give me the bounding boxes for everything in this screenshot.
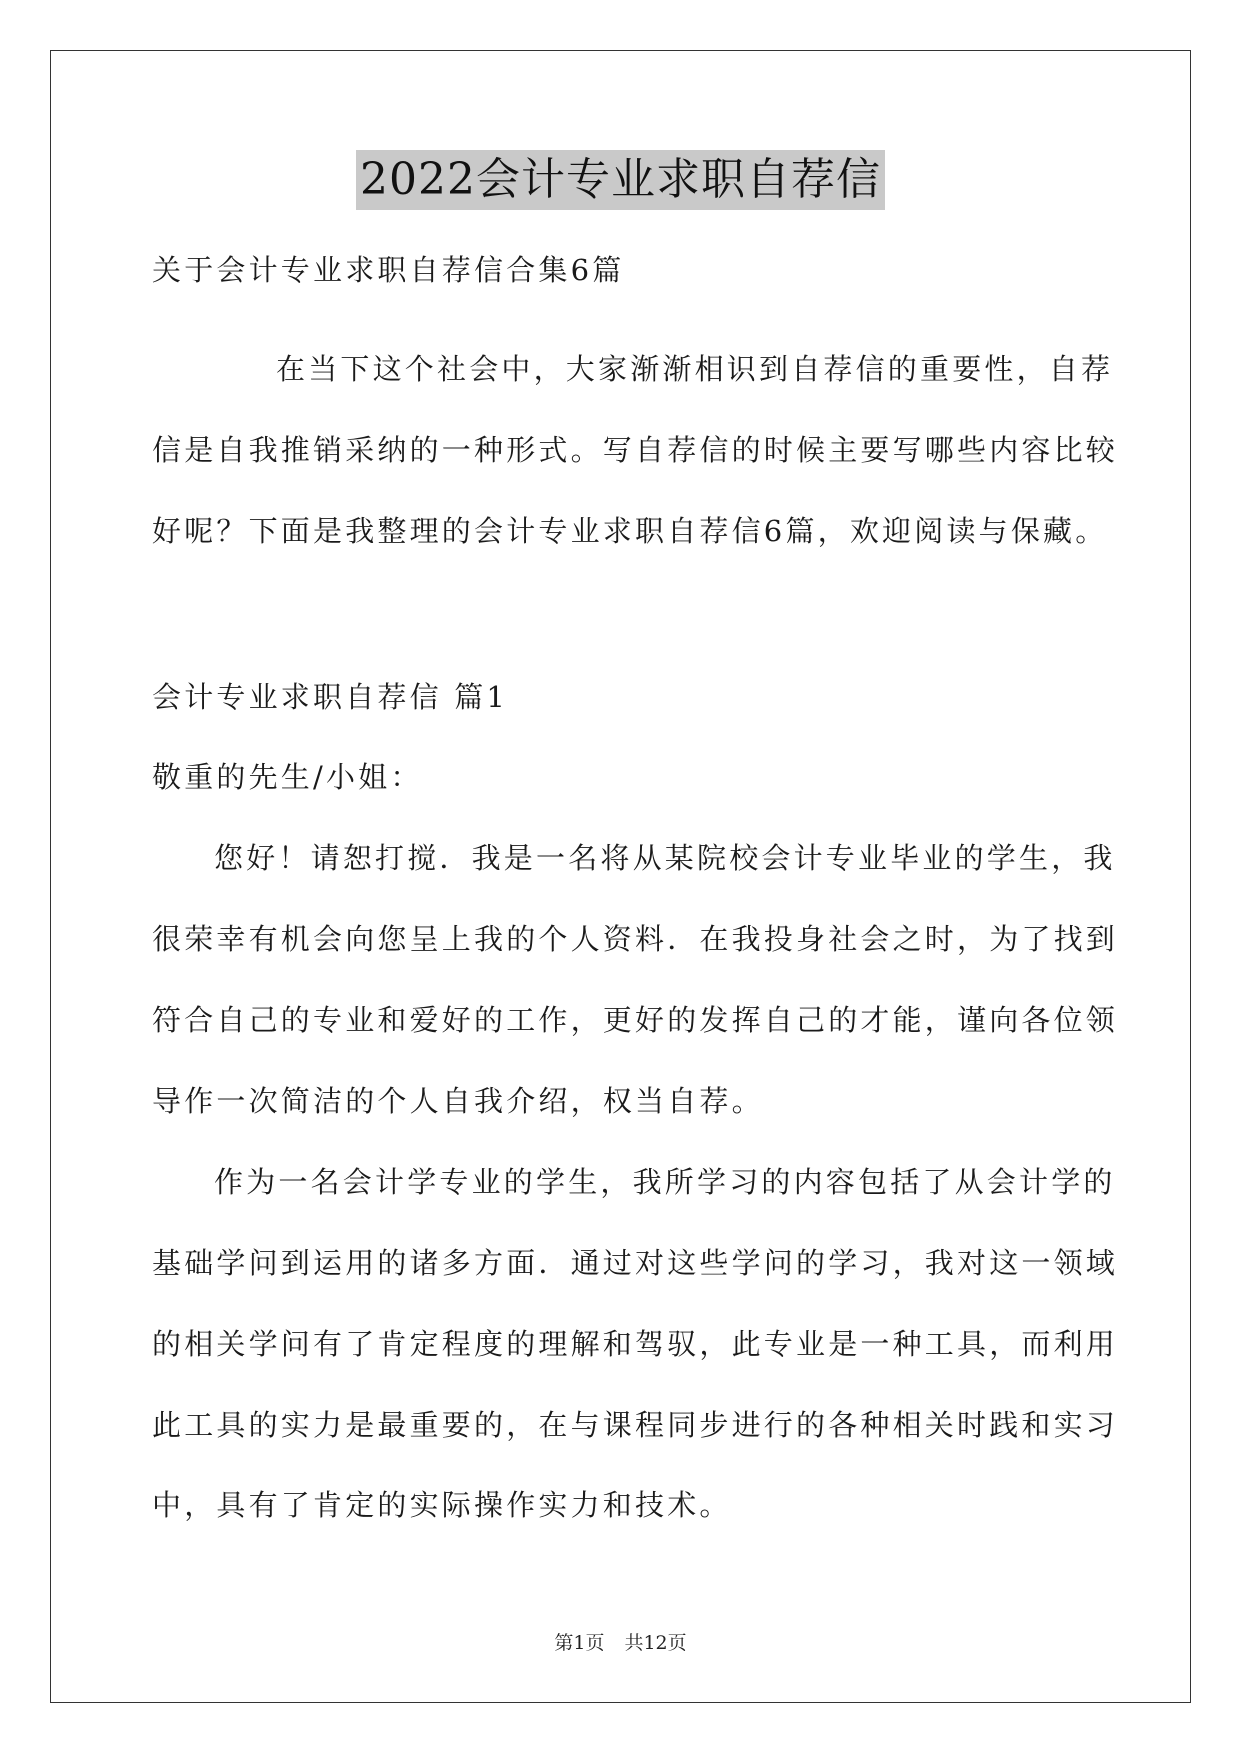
paragraph-line: 基础学问到运用的诸多方面．通过对这些学问的学习，我对这一领域 — [152, 1246, 1119, 1280]
document-subtitle: 关于会计专业求职自荐信合集6篇 — [152, 253, 625, 287]
paragraph-line: 导作一次简洁的个人自我介绍，权当自荐。 — [152, 1084, 764, 1118]
page-number: 第1页 — [554, 1632, 605, 1654]
page-total: 共12页 — [624, 1632, 687, 1654]
title-container — [0, 150, 1241, 210]
paragraph-line: 的相关学问有了肯定程度的理解和驾驭，此专业是一种工具，而利用 — [152, 1327, 1119, 1361]
paragraph-line: 很荣幸有机会向您呈上我的个人资料．在我投身社会之时，为了找到 — [152, 922, 1119, 956]
paragraph-line: 此工具的实力是最重要的，在与课程同步进行的各种相关时践和实习 — [152, 1408, 1119, 1442]
intro-line: 信是自我推销采纳的一种形式。写自荐信的时候主要写哪些内容比较 — [152, 433, 1119, 467]
paragraph-line: 中，具有了肯定的实际操作实力和技术。 — [152, 1488, 732, 1522]
page-footer — [0, 1630, 1241, 1656]
intro-line: 在当下这个社会中，大家渐渐相识到自荐信的重要性，自荐 — [276, 352, 1114, 386]
paragraph-line: 您好！请恕打搅．我是一名将从某院校会计专业毕业的学生，我 — [214, 841, 1116, 875]
paragraph-line: 作为一名会计学专业的学生，我所学习的内容包括了从会计学的 — [214, 1165, 1116, 1199]
intro-line: 好呢？下面是我整理的会计专业求职自荐信6篇，欢迎阅读与保藏。 — [152, 514, 1108, 548]
document-title: 2022会计专业求职自荐信 — [356, 150, 885, 210]
paragraph-line: 符合自己的专业和爱好的工作，更好的发挥自己的才能，谨向各位领 — [152, 1003, 1119, 1037]
salutation: 敬重的先生/小姐： — [152, 760, 423, 794]
section-heading: 会计专业求职自荐信 篇1 — [152, 680, 509, 714]
